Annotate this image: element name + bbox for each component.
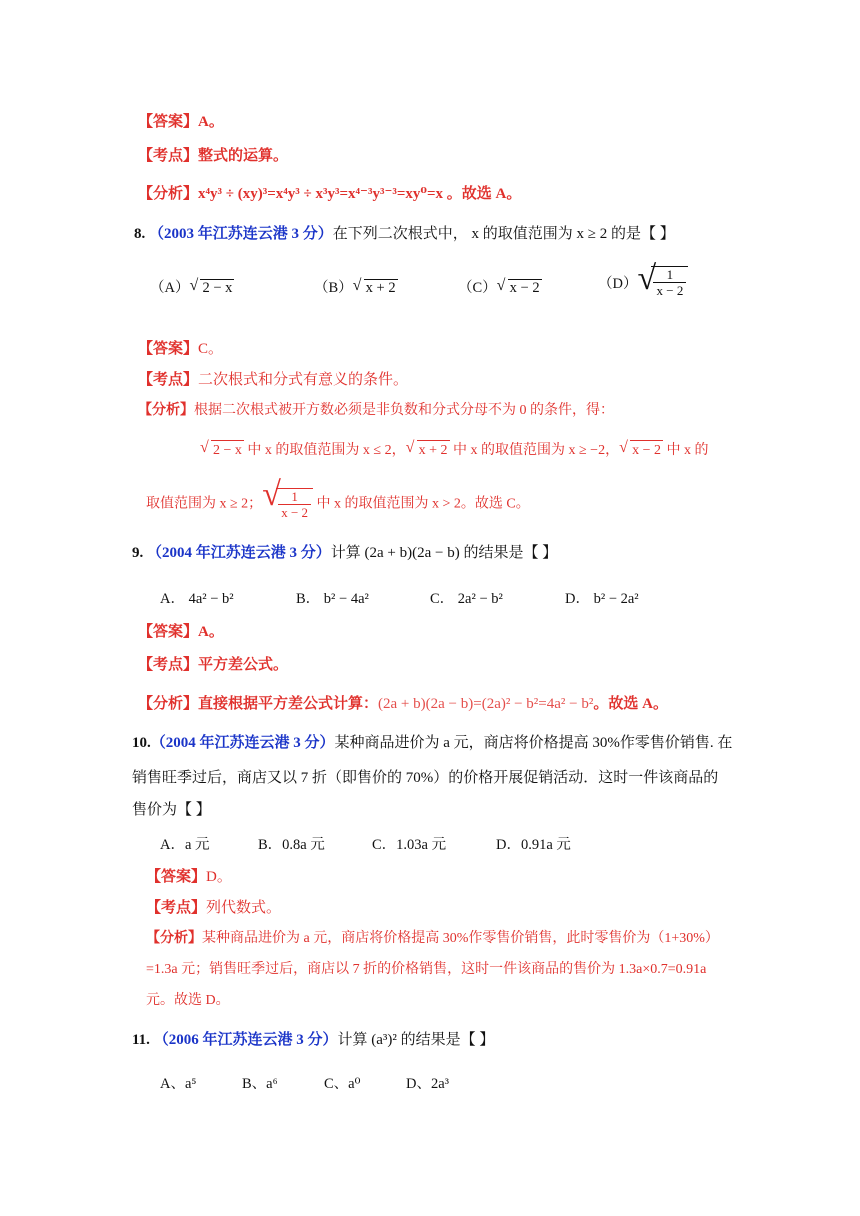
q11-number: 11. <box>132 1032 150 1048</box>
q8-option-b <box>314 276 398 297</box>
q11-option-b: B、a⁶ <box>242 1076 278 1092</box>
q10-answer: D。 <box>206 869 232 885</box>
answer-label: 【答案】 <box>138 624 199 640</box>
q9-analysis-formula: (2a + b)(2a − b)=(2a)² − b²=4a² − b² <box>378 696 594 712</box>
q8-analysis-2b: 中 x 的取值范围为 x ≥ −2， <box>453 443 620 458</box>
q9-point-line <box>138 655 288 675</box>
q10-stem-1: 某种商品进价为 a 元，商店将价格提高 30%作零售价销售. 在 <box>334 735 733 751</box>
q8-analysis-line-2 <box>200 440 709 461</box>
q9-stem: 计算 (2a + b)(2a − b) 的结果是【 】 <box>330 545 558 561</box>
radical-fraction: √ $\frac{1}{x - 2}$ <box>637 266 688 298</box>
q8-analysis-line-3 <box>146 488 530 520</box>
answer-label: 【答案】 <box>138 114 199 130</box>
q8-source: （2003 年江苏连云港 3 分） <box>149 226 333 242</box>
radical: √ 2 − x <box>200 440 244 461</box>
q10-stem-line-1 <box>132 733 732 753</box>
q8-stem-line <box>134 224 675 244</box>
q8-analysis-3b: 中 x 的取值范围为 x > 2。故选 C。 <box>316 496 530 512</box>
q11-stem: 计算 (a³)² 的结果是【 】 <box>337 1032 495 1048</box>
radical: √ x − 2 <box>497 279 542 297</box>
option-label: （D） <box>598 276 638 292</box>
q11-source: （2006 年江苏连云港 3 分） <box>153 1032 338 1048</box>
q9-stem-line <box>132 543 557 563</box>
q10-source: （2004 年江苏连云港 3 分） <box>150 735 335 751</box>
q8-analysis-1: 根据二次根式被开方数必须是非负数和分式分母不为 0 的条件，得： <box>194 403 614 418</box>
q8-option-a <box>150 276 234 297</box>
q8-analysis-2a: 中 x 的取值范围为 x ≤ 2， <box>247 443 406 458</box>
q10-stem-line-2: 销售旺季过后，商店又以 7 折（即售价的 70%）的价格开展促销活动．这时一件该商品的 <box>132 770 719 786</box>
q8-analysis-2c: 中 x 的 <box>666 443 709 458</box>
q8-point-line <box>138 370 408 390</box>
analysis-label: 【分析】 <box>138 186 199 202</box>
q11-option-d: D、2a³ <box>406 1076 450 1092</box>
q11-stem-line <box>132 1030 494 1050</box>
q9-answer: A。 <box>198 624 224 640</box>
q10-point-line <box>146 898 281 918</box>
q9-option-a: A． 4a² − b² <box>160 591 234 607</box>
point-label: 【考点】 <box>138 372 199 388</box>
q10-option-d: D．0.91a 元 <box>496 837 571 853</box>
q8-option-c <box>458 276 542 297</box>
q9-point: 平方差公式。 <box>198 657 289 673</box>
q8-number: 8. <box>134 226 146 242</box>
answer-label: 【答案】 <box>138 341 199 357</box>
option-label: （B） <box>314 280 353 296</box>
q7-point: 整式的运算。 <box>198 148 289 164</box>
q9-option-b: B． b² − 4a² <box>296 591 369 607</box>
q10-option-b: B．0.8a 元 <box>258 837 325 853</box>
radical: √ x + 2 <box>406 440 450 461</box>
point-label: 【考点】 <box>146 900 207 916</box>
q10-analysis-line-3: 元。故选 D。 <box>146 993 230 1008</box>
q11-option-a: A、a⁵ <box>160 1076 197 1092</box>
q8-analysis-line-1 <box>138 401 614 421</box>
q10-analysis-line-1 <box>146 929 719 949</box>
q7-analysis-line <box>138 184 521 204</box>
radical-fraction: √ $\frac{1}{x - 2}$ <box>262 488 313 520</box>
q8-stem: 在下列二次根式中， x 的取值范围为 x ≥ 2 的是【 】 <box>332 226 675 242</box>
q10-option-a: A．a 元 <box>160 837 210 853</box>
radical: √ 2 − x <box>189 279 234 297</box>
q8-option-d <box>598 266 688 298</box>
q9-analysis-line <box>138 694 668 714</box>
q9-source: （2004 年江苏连云港 3 分） <box>147 545 331 561</box>
analysis-label: 【分析】 <box>146 931 202 946</box>
q8-answer-line <box>138 339 223 359</box>
q10-analysis-1: 某种商品进价为 a 元，商店将价格提高 30%作零售价销售，此时零售价为（1+30%） <box>202 931 719 946</box>
analysis-label: 【分析】 <box>138 696 199 712</box>
q10-stem-line-3: 售价为【 】 <box>132 802 211 818</box>
q7-point-line <box>138 146 288 166</box>
radical: √ x − 2 <box>619 440 663 461</box>
point-label: 【考点】 <box>138 148 199 164</box>
q10-point: 列代数式。 <box>206 900 282 916</box>
q7-answer-line <box>138 112 224 132</box>
q8-answer: C。 <box>198 341 224 357</box>
q9-analysis-text: 直接根据平方差公式计算： <box>198 696 379 712</box>
q8-analysis-3a: 取值范围为 x ≥ 2； <box>146 496 263 512</box>
q7-answer: A。 <box>198 114 224 130</box>
q10-answer-line <box>146 867 232 887</box>
radical: √ x + 2 <box>353 279 398 297</box>
option-label: （A） <box>150 280 190 296</box>
q10-analysis-line-2: =1.3a 元；销售旺季过后，商店以 7 折的价格销售，这时一件该商品的售价为 1.3a×0.7=0.91a <box>146 962 707 977</box>
q9-option-d: D． b² − 2a² <box>565 591 639 607</box>
analysis-label: 【分析】 <box>138 403 194 418</box>
q9-number: 9. <box>132 545 144 561</box>
q11-option-c: C、a⁰ <box>324 1076 361 1092</box>
point-label: 【考点】 <box>138 657 199 673</box>
q10-option-c: C．1.03a 元 <box>372 837 447 853</box>
q10-number: 10. <box>132 735 151 751</box>
q7-analysis: x⁴y³ ÷ (xy)³=x⁴y³ ÷ x³y³=x⁴⁻³y³⁻³=xy⁰=x 。故选 A。 <box>198 186 522 202</box>
answer-label: 【答案】 <box>146 869 207 885</box>
q8-point: 二次根式和分式有意义的条件。 <box>198 372 409 388</box>
option-label: （C） <box>458 280 497 296</box>
q9-answer-line <box>138 622 224 642</box>
q9-analysis-end: 。故选 A。 <box>593 696 668 712</box>
q9-option-c: C． 2a² − b² <box>430 591 503 607</box>
